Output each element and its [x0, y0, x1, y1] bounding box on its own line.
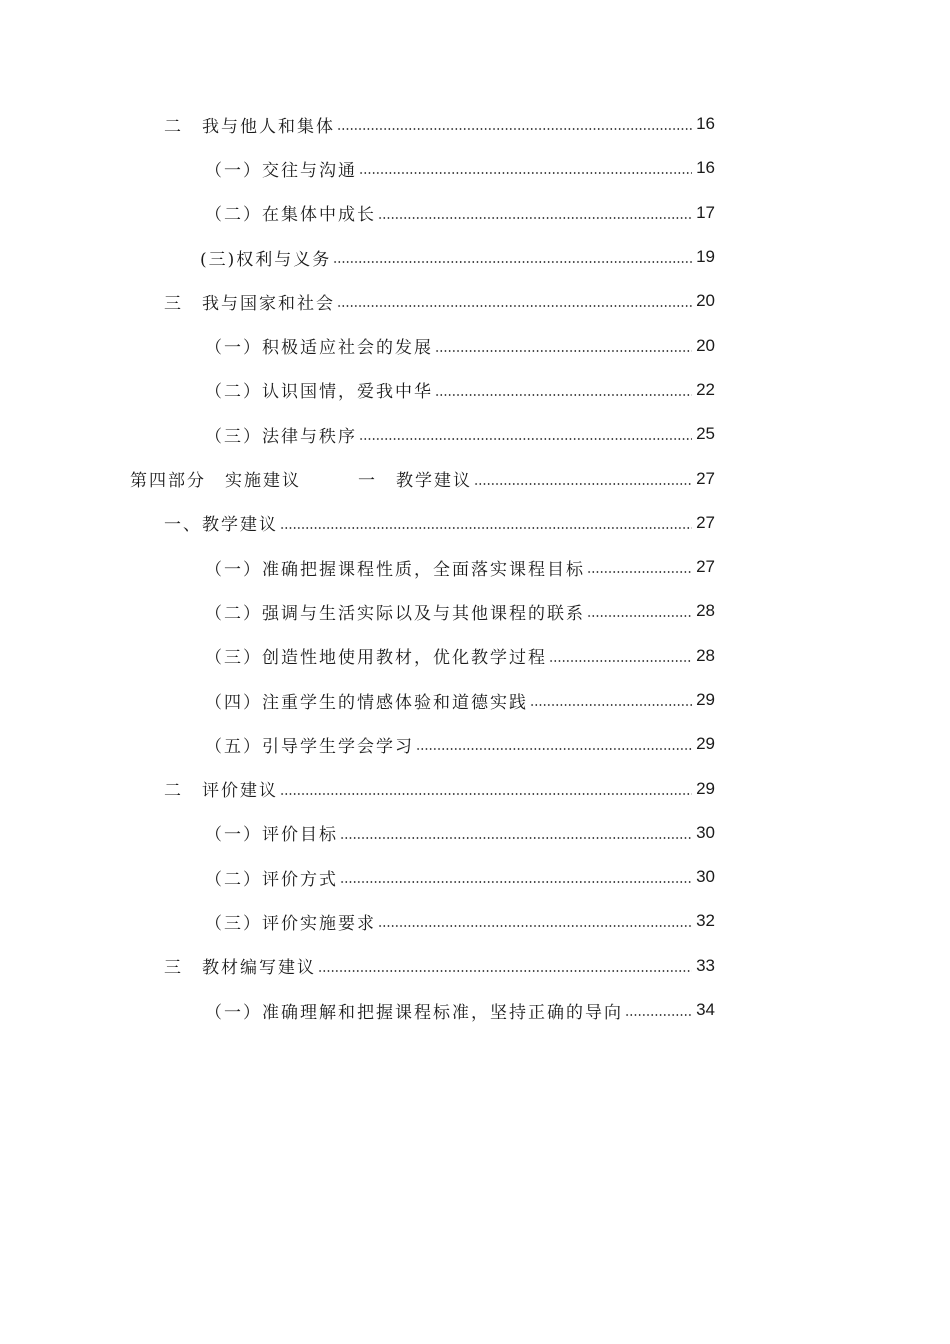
toc-entry[interactable]	[205, 722, 715, 766]
toc-entry[interactable]	[205, 368, 715, 412]
toc-entry[interactable]	[205, 323, 715, 367]
toc-page-number: 32	[696, 911, 715, 931]
dot-leader	[337, 305, 692, 307]
toc-entry-title: （二）认识国情，爱我中华	[205, 382, 433, 403]
dot-leader	[280, 527, 692, 529]
table-of-contents	[0, 102, 950, 1032]
toc-entry[interactable]	[164, 501, 715, 545]
toc-entry-title: 三 教材编写建议	[164, 958, 316, 979]
toc-entry-title: （一）评价目标	[205, 825, 338, 846]
toc-entry-title: （一）交往与沟通	[205, 160, 357, 181]
toc-entry[interactable]	[164, 279, 715, 323]
dot-leader	[378, 217, 692, 219]
toc-entry[interactable]	[164, 766, 715, 810]
toc-page-number: 28	[696, 601, 715, 621]
toc-entry[interactable]	[205, 988, 715, 1032]
toc-entry-title: （三）法律与秩序	[205, 426, 357, 447]
dot-leader	[435, 394, 692, 396]
toc-entry-title: （一）积极适应社会的发展	[205, 338, 433, 359]
dot-leader	[378, 925, 692, 927]
dot-leader	[359, 438, 692, 440]
toc-page-number: 25	[696, 424, 715, 444]
toc-entry-title: （二）强调与生活实际以及与其他课程的联系	[205, 603, 585, 624]
toc-page-number: 29	[696, 778, 715, 798]
dot-leader	[280, 793, 692, 795]
toc-entry-title: 一、教学建议	[164, 515, 278, 536]
toc-page-number: 27	[696, 468, 715, 488]
toc-entry-title: （一）准确理解和把握课程标准，坚持正确的导向	[205, 1002, 623, 1023]
toc-entry[interactable]	[205, 146, 715, 190]
dot-leader	[333, 261, 692, 263]
toc-row[interactable]	[0, 323, 950, 367]
toc-row[interactable]	[0, 412, 950, 456]
toc-page-number: 17	[696, 202, 715, 222]
toc-entry-title: （二）在集体中成长	[205, 205, 376, 226]
toc-page-number: 19	[696, 247, 715, 267]
toc-row[interactable]	[0, 501, 950, 545]
toc-row[interactable]	[0, 191, 950, 235]
toc-entry[interactable]	[205, 855, 715, 899]
toc-page-number: 33	[696, 955, 715, 975]
toc-row[interactable]	[0, 855, 950, 899]
dot-leader	[435, 350, 692, 352]
toc-row[interactable]	[0, 811, 950, 855]
toc-row[interactable]	[0, 899, 950, 943]
toc-row[interactable]	[0, 146, 950, 190]
toc-page-number: 16	[696, 114, 715, 134]
toc-page-number: 22	[696, 379, 715, 399]
toc-entry[interactable]	[205, 545, 715, 589]
toc-page-number: 27	[696, 512, 715, 532]
dot-leader	[416, 748, 692, 750]
toc-entry[interactable]	[205, 811, 715, 855]
toc-page-number: 16	[696, 158, 715, 178]
toc-entry-title: 二 评价建议	[164, 781, 278, 802]
toc-row[interactable]	[0, 766, 950, 810]
dot-leader	[587, 571, 692, 573]
toc-entry[interactable]	[164, 102, 715, 146]
toc-page-number: 20	[696, 291, 715, 311]
toc-entry[interactable]	[205, 899, 715, 943]
toc-page-number: 30	[696, 867, 715, 887]
toc-entry[interactable]	[205, 412, 715, 456]
toc-row[interactable]	[0, 545, 950, 589]
toc-row[interactable]	[0, 456, 950, 500]
toc-row[interactable]	[0, 368, 950, 412]
dot-leader	[549, 660, 692, 662]
toc-entry-title: （三）评价实施要求	[205, 913, 376, 934]
dot-leader	[474, 483, 692, 485]
toc-entry-title: （四）注重学生的情感体验和道德实践	[205, 692, 528, 713]
toc-page-number: 34	[696, 1000, 715, 1020]
toc-entry[interactable]	[205, 191, 715, 235]
toc-entry-title: (三)权利与义务	[200, 249, 332, 270]
toc-page-number: 20	[696, 335, 715, 355]
toc-row[interactable]	[0, 279, 950, 323]
toc-entry-title: （三）创造性地使用教材，优化教学过程	[205, 648, 547, 669]
toc-entry[interactable]	[200, 235, 715, 279]
toc-row[interactable]	[0, 722, 950, 766]
toc-entry[interactable]	[130, 456, 715, 500]
toc-page-number: 27	[696, 557, 715, 577]
toc-entry-title: 第四部分 实施建议 一 教学建议	[130, 471, 472, 492]
toc-row[interactable]	[0, 944, 950, 988]
toc-entry-title: 三 我与国家和社会	[164, 293, 335, 314]
toc-row[interactable]	[0, 988, 950, 1032]
dot-leader	[340, 881, 692, 883]
dot-leader	[530, 704, 692, 706]
toc-entry-title: （二）评价方式	[205, 869, 338, 890]
toc-page-number: 29	[696, 734, 715, 754]
toc-row[interactable]	[0, 589, 950, 633]
dot-leader	[359, 172, 692, 174]
toc-entry[interactable]	[164, 944, 715, 988]
toc-entry[interactable]	[205, 589, 715, 633]
toc-entry-title: （五）引导学生学会学习	[205, 736, 414, 757]
dot-leader	[340, 837, 692, 839]
toc-entry-title: （一）准确把握课程性质，全面落实课程目标	[205, 559, 585, 580]
toc-page-number: 30	[696, 822, 715, 842]
toc-entry[interactable]	[205, 678, 715, 722]
dot-leader	[625, 1014, 692, 1016]
toc-page-number: 29	[696, 690, 715, 709]
toc-page-number: 28	[696, 645, 715, 665]
dot-leader	[337, 128, 692, 130]
dot-leader	[587, 615, 692, 617]
dot-leader	[318, 970, 692, 972]
toc-row[interactable]	[0, 102, 950, 146]
toc-entry-title: 二 我与他人和集体	[164, 116, 335, 137]
toc-row[interactable]	[0, 235, 950, 279]
toc-row[interactable]	[0, 634, 950, 678]
toc-entry[interactable]	[205, 634, 715, 678]
toc-row[interactable]	[0, 678, 950, 722]
